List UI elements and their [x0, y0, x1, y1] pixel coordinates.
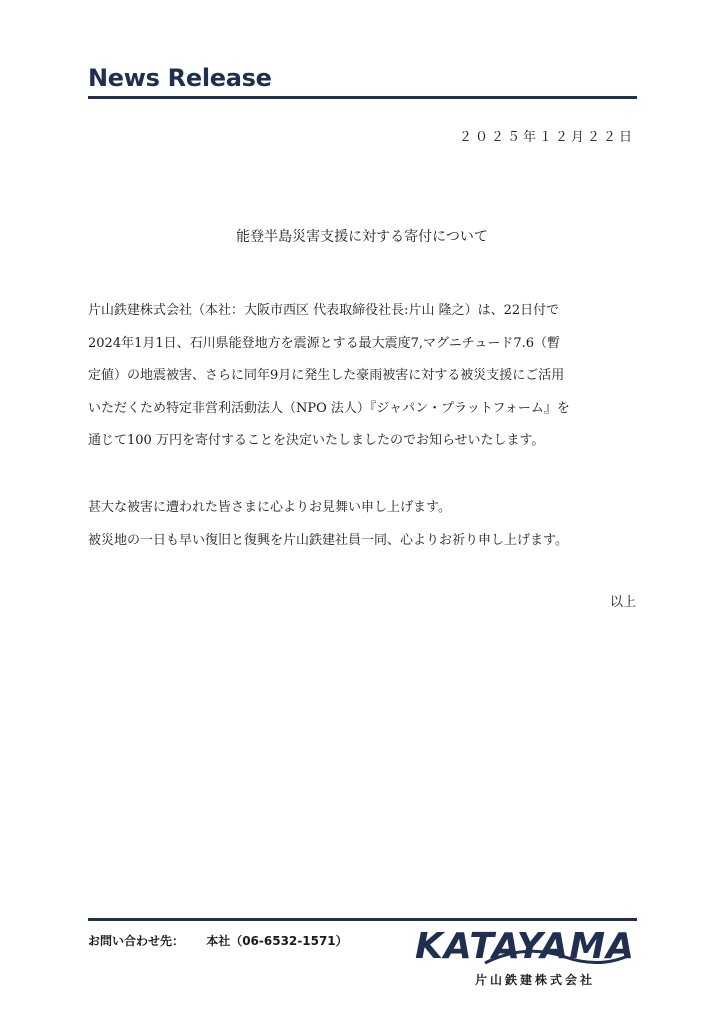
contact-phone: 本社（06-6532-1571） — [206, 934, 348, 948]
body-line: 2024年1月1日、石川県能登地方を震源とする最大震度7,マグニチュード7.6（暫 — [88, 335, 561, 351]
logo-wordmark: KATAYAMA — [415, 926, 635, 967]
contact-info — [88, 932, 348, 949]
body-line: 片山鉄建株式会社（本社：大阪市西区 代表取締役社長:片山 隆之）は、22日付で — [88, 303, 560, 318]
header-divider — [88, 96, 637, 99]
footer-divider — [88, 918, 637, 921]
logo-company-name: 片山鉄建株式会社 — [475, 973, 596, 987]
release-date: ２０２５年１２月２２日 — [458, 130, 635, 145]
news-release-heading: News Release — [88, 64, 272, 92]
body-paragraph-condolence — [88, 492, 648, 557]
contact-label: お問い合わせ先： — [88, 934, 185, 948]
body-line: いただくため特定非営利活動法人（NPO 法人）『ジャパン・プラットフォーム』を — [88, 400, 570, 416]
body-paragraph-announcement — [88, 295, 648, 458]
body-line: 定値）の地震被害、さらに同年9月に発生した豪雨被害に対する被災支援にご活用 — [88, 368, 565, 383]
document-title: 能登半島災害支援に対する寄付について — [236, 229, 488, 245]
body-line: 被災地の一日も早い復旧と復興を片山鉄建社員一同、心よりお祈り申し上げます。 — [88, 532, 568, 548]
body-line: 甚大な被害に遭われた皆さまに心よりお見舞い申し上げます。 — [88, 500, 451, 515]
closing-mark: 以上 — [609, 595, 636, 610]
body-line: 通じて100 万円を寄付することを決定いたしましたのでお知らせいたします。 — [88, 433, 545, 448]
katayama-logo — [415, 925, 635, 993]
